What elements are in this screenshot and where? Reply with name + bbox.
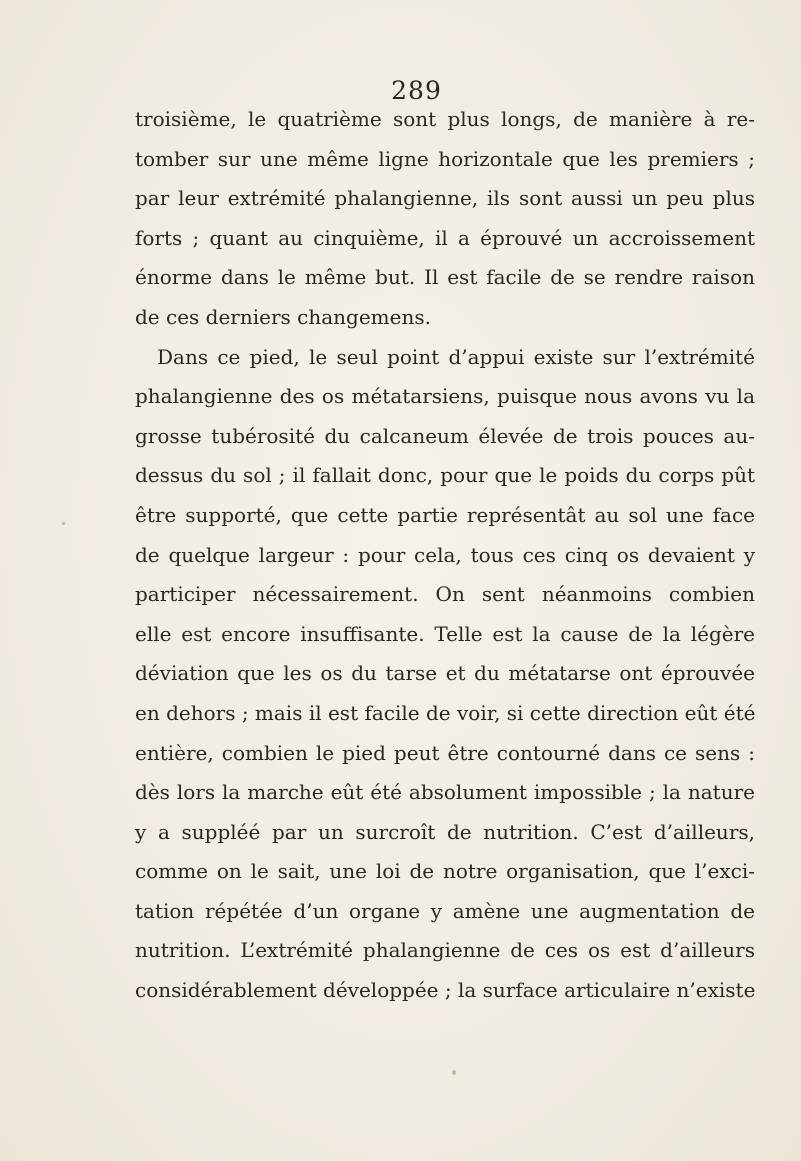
text-line: de ces derniers changemens. bbox=[135, 304, 431, 329]
paper-speck bbox=[452, 1070, 456, 1075]
text-line: Dans ce pied, le seul point d’appui existe sur l’extrémité bbox=[157, 344, 755, 369]
text-line: déviation que les os du tarse et du métatarse ont éprouvée bbox=[135, 661, 755, 686]
text-line: y a suppléé par un surcroît de nutrition. C’est d’ailleurs, bbox=[135, 819, 755, 844]
text-line: forts ; quant au cinquième, il a éprouvé un accroissement bbox=[135, 225, 755, 250]
text-line: participer nécessairement. On sent néanmoins combien bbox=[135, 582, 755, 607]
page-number: 289 bbox=[391, 76, 442, 105]
text-line: être supporté, que cette partie représentât au sol une face bbox=[135, 502, 755, 527]
text-line: dessus du sol ; il fallait donc, pour que le poids du corps pût bbox=[135, 463, 755, 488]
text-line: de quelque largeur : pour cela, tous ces cinq os devaient y bbox=[135, 542, 755, 567]
text-line: tation répétée d’un organe y amène une augmentation de bbox=[135, 898, 755, 923]
text-line: entière, combien le pied peut être contourné dans ce sens : bbox=[135, 740, 755, 765]
text-line: elle est encore insuffisante. Telle est la cause de la légère bbox=[135, 621, 755, 646]
text-line: dès lors la marche eût été absolument impossible ; la nature bbox=[135, 780, 755, 805]
text-line: par leur extrémité phalangienne, ils sont aussi un peu plus bbox=[135, 186, 755, 211]
body-text bbox=[135, 100, 755, 1011]
text-line: en dehors ; mais il est facile de voir, si cette direction eût été bbox=[135, 700, 756, 725]
text-line: grosse tubérosité du calcaneum élevée de trois pouces au- bbox=[135, 423, 755, 448]
text-line: énorme dans le même but. Il est facile de se rendre raison bbox=[135, 265, 755, 290]
paper-speck bbox=[62, 522, 65, 525]
text-line: comme on le sait, une loi de notre organisation, que l’exci- bbox=[135, 859, 755, 884]
text-line: tomber sur une même ligne horizontale que les premiers ; bbox=[135, 146, 755, 171]
text-line: troisième, le quatrième sont plus longs, de manière à re- bbox=[135, 107, 755, 131]
text-line: considérablement développée ; la surface articulaire n’existe bbox=[135, 978, 756, 1003]
text-line: phalangienne des os métatarsiens, puisque nous avons vu la bbox=[135, 384, 755, 409]
text-line: nutrition. L’extrémité phalangienne de ces os est d’ailleurs bbox=[135, 938, 755, 963]
